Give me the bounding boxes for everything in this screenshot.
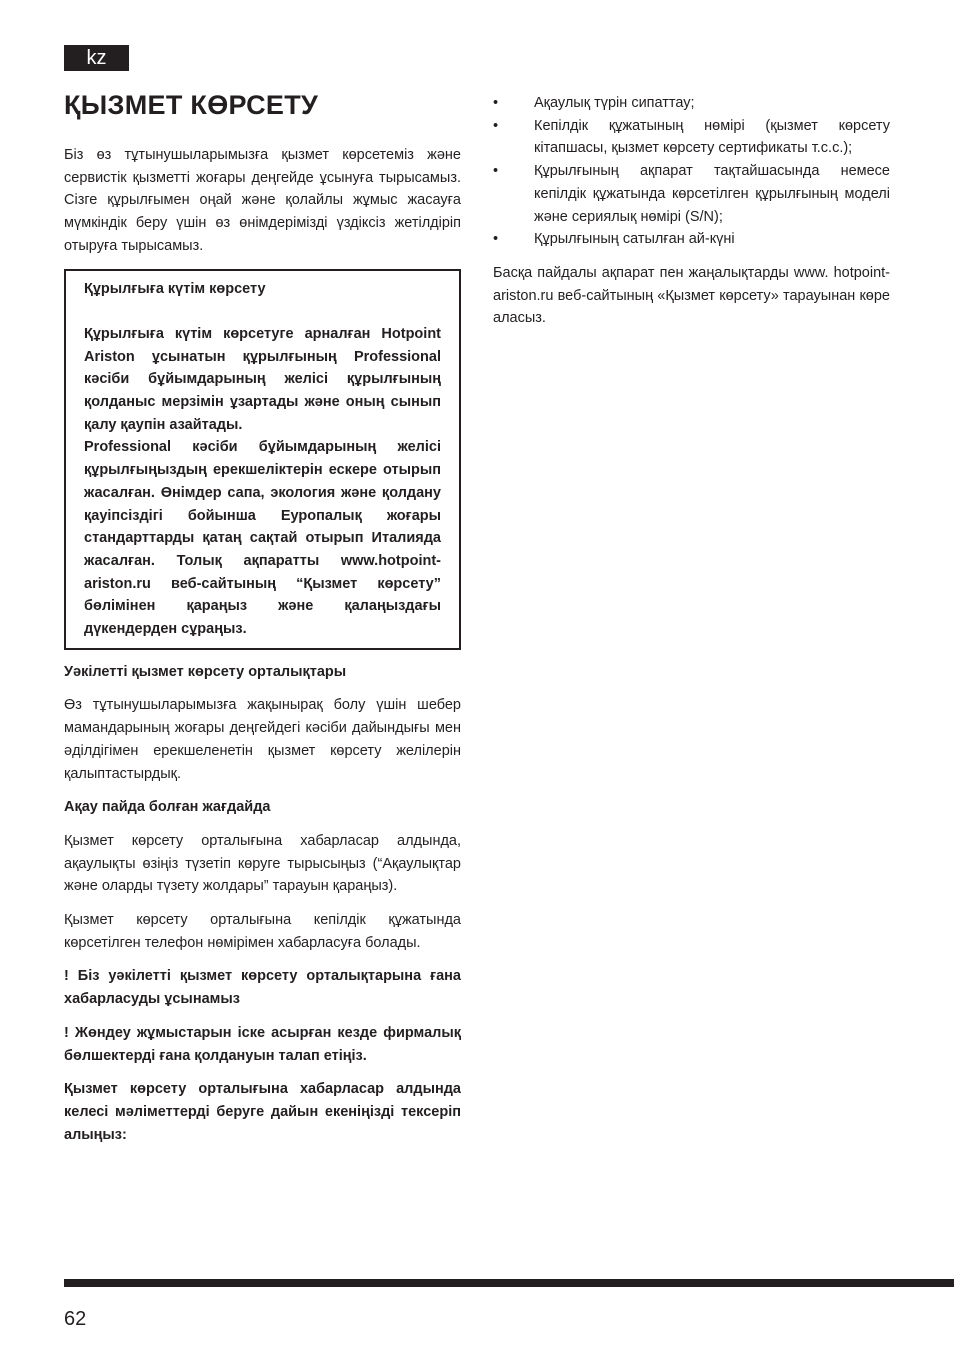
more-info-paragraph: Басқа пайдалы ақпарат пен жаңалықтарды www. hotpoint-ariston.ru веб-сайтының «Қызмет көрсету» тарауынан көре аласыз. bbox=[493, 264, 890, 327]
right-column bbox=[493, 92, 890, 341]
checklist-intro: Қызмет көрсету орталығына хабарласар алдында келесі мәліметтерді беруге дайын екеніңізді тексеріп алыңыз: bbox=[64, 1081, 461, 1143]
bullet-icon: • bbox=[493, 163, 499, 180]
service-centers-paragraph: Өз тұтынушыларымызға жақынырақ болу үшін шебер мамандарының жоғары деңгейдегі кәсіби дайындығы мен әділдігімен ерекшеленетін қызмет көрсету желілерін қалыптастырдық. bbox=[64, 697, 461, 782]
left-column bbox=[64, 88, 461, 1157]
bullet-icon: • bbox=[493, 231, 499, 248]
list-item: • Құрылғының ақпарат тақтайшасында немесе кепілдік құжатында көрсетілген құрылғының моделі және сериялық нөмірі (S/N); bbox=[493, 160, 890, 228]
bullet-icon: • bbox=[493, 117, 499, 134]
warning-original-parts: ! Жөндеу жұмыстарын іске асырған кезде фирмалық бөлшектерді ғана қолдануын талап етіңіз. bbox=[64, 1024, 461, 1064]
care-box-paragraph-1: Құрылғыға күтім көрсетуге арналған Hotpoint Ariston ұсынатын құрылғының Professional кәсіби бұйымдарының желісі құрылғының қолданыс мерзімін ұзартады және оның сынып қалу қаупін азайтады. bbox=[84, 325, 441, 433]
page-title: ҚЫЗМЕТ КӨРСЕТУ bbox=[64, 90, 319, 120]
bullet-icon: • bbox=[493, 95, 499, 111]
malfunction-paragraph-1: Қызмет көрсету орталығына хабарласар алдында, ақаулықты өзіңіз түзетіп көруге тырысыңыз (“Ақаулықтар және оларды түзету жолдары” тарауын қараңыз). bbox=[64, 832, 461, 895]
footer-divider bbox=[64, 1279, 954, 1287]
care-box-heading: Құрылғыға күтім көрсету bbox=[84, 280, 266, 297]
malfunction-heading: Ақау пайда болған жағдайда bbox=[64, 799, 271, 816]
language-badge: kz bbox=[64, 45, 129, 71]
page-number: 62 bbox=[64, 1308, 87, 1330]
care-info-box bbox=[64, 269, 461, 650]
warning-authorized-centers: ! Біз уәкілетті қызмет көрсету орталықтарына ғана хабарласуды ұсынамыз bbox=[64, 968, 461, 1008]
care-box-paragraph-2: Professional кәсіби бұйымдарының желісі құрылғыңыздың ерекшеліктерін ескере отырып жасалған. Өнімдер сапа, экология және қолдану қауіпсіздігі бойынша Еуропалық жоғары стандарттарды қатаң сақтай отырып Италияда жасалған. Толық ақпаратты www.hotpoint-ariston.ru веб-сайтының “Қызмет көрсету” бөлімінен қараңыз және қалаңыздағы дүкендерден сұраңыз. bbox=[84, 439, 441, 638]
list-item: • Ақаулық түрін сипаттау; bbox=[493, 92, 890, 115]
malfunction-paragraph-2: Қызмет көрсету орталығына кепілдік құжатында көрсетілген телефон нөмірімен хабарласуға болады. bbox=[64, 912, 461, 951]
list-item: • Құрылғының сатылған ай-күні bbox=[493, 228, 890, 251]
list-item: • Кепілдік құжатының нөмірі (қызмет көрсету кітапшасы, қызмет көрсету сертификаты т.с.с.); bbox=[493, 115, 890, 160]
intro-paragraph: Біз өз тұтынушыларымызға қызмет көрсетеміз және сервистік қызметті жоғары деңгейде ұсынуға тырысамыз. Сізге құрылғымен оңай және қолайлы жұмыс жасауға мүмкіндік беру үшін өз өнімдерімізді үздіксіз жетілдіріп отыруға тырысамыз. bbox=[64, 147, 461, 254]
info-checklist bbox=[493, 92, 890, 251]
service-centers-heading: Уәкілетті қызмет көрсету орталықтары bbox=[64, 663, 347, 680]
